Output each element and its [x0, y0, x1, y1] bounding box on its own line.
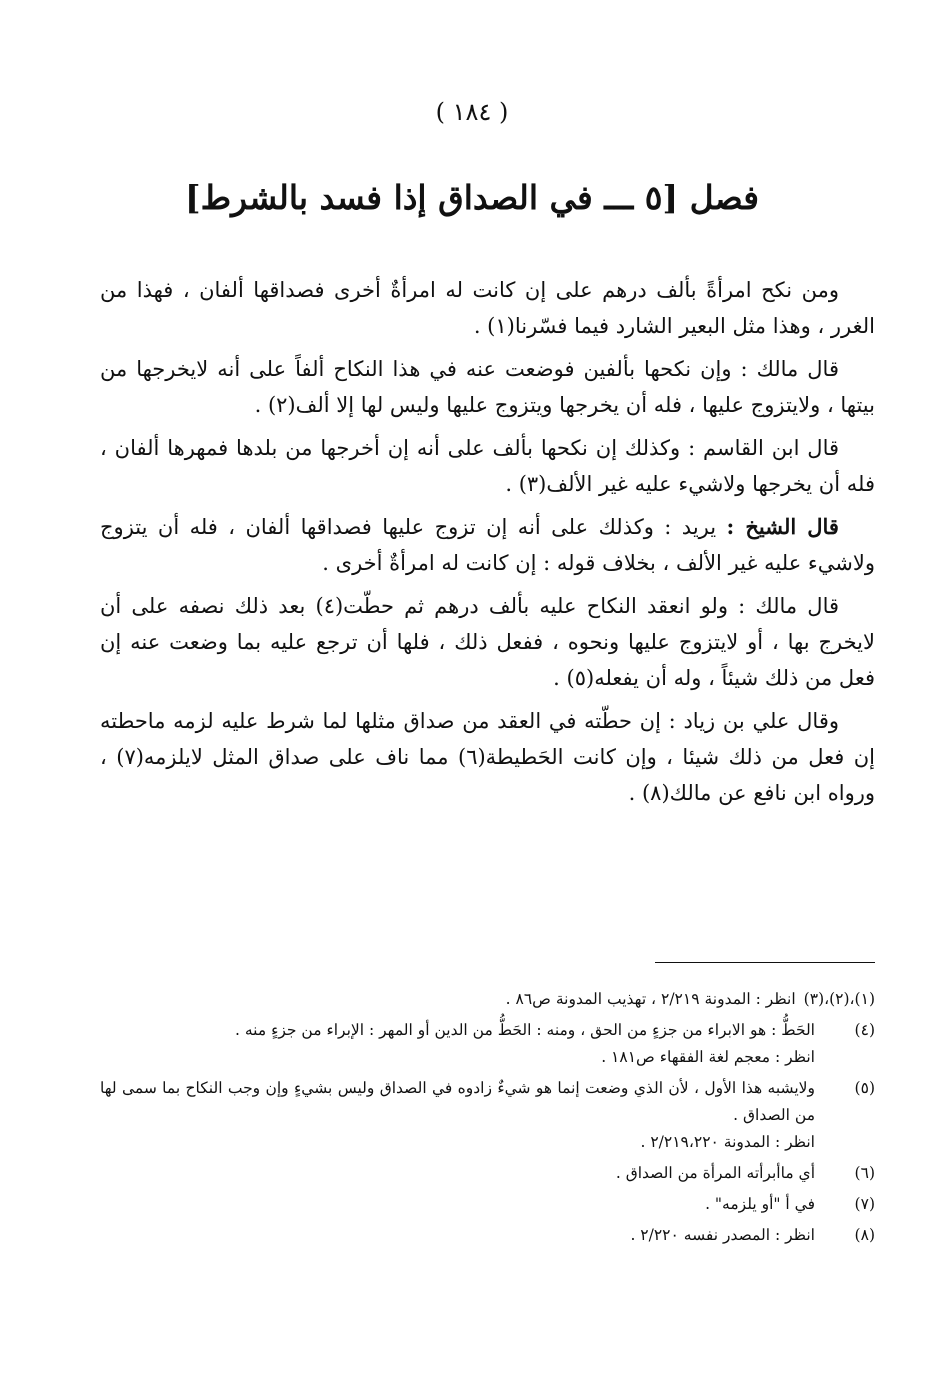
footnote: [100, 1222, 875, 1249]
paragraph: [100, 588, 875, 696]
footnote-body: [100, 986, 796, 1013]
footnote-line: انظر : المدونة ٢/٢١٩،٢٢٠ .: [640, 1133, 815, 1151]
footnote-line: انظر : معجم لغة الفقهاء ص١٨١ .: [601, 1048, 815, 1066]
footnote: [100, 1160, 875, 1187]
page-number: ( ١٨٤ ): [435, 98, 509, 126]
footnote: [100, 1017, 875, 1071]
paragraph-text: يريد : وكذلك على أنه إن تزوج عليها فصداقها ألفان ، فله أن يتزوج ولاشيء عليه غير الألف ، بخلاف قوله : إن كانت له امرأةٌ أخرى .: [100, 515, 875, 575]
footnote-line: في أ "أو يلزمه" .: [705, 1195, 815, 1213]
footnote-separator: [655, 962, 875, 963]
footnote-line: انظر : المدونة ٢/٢١٩ ، تهذيب المدونة ص٨٦ .: [505, 990, 796, 1008]
footnote-number: (١)،(٢)،(٣): [803, 990, 875, 1008]
paragraph-text: قال مالك : وإن نكحها بألفين فوضعت عنه في هذا النكاح ألفاً على أنه لايخرجها من بيتها ، ولايتزوج عليها ، فله أن يخرجها ويتزوج عليها وليس لها إلا ألف(٢) .: [100, 357, 875, 417]
paragraph: [100, 272, 875, 344]
footnote-number: (٨): [854, 1226, 875, 1244]
footnote-body: [100, 1160, 815, 1187]
footnote-line: ولايشبه هذا الأول ، لأن الذي وضعت إنما هو شيءٌ زادوه في الصداق وليس بشيءٍ وإن وجب النكاح بما سمى لها من الصداق .: [100, 1079, 815, 1124]
footnote: [100, 986, 875, 1013]
paragraph: [100, 509, 875, 581]
paragraph: [100, 430, 875, 502]
paragraph-text: وقال علي بن زياد : إن حطّته في العقد من صداق مثلها لما شرط عليه لزمه ماحطته إن فعل من ذلك شيئا ، وإن كانت الحَطيطة(٦) مما ناف على صداق المثل لايلزمه(٧) ، ورواه ابن نافع عن مالك(٨) .: [100, 709, 876, 805]
paragraph: [100, 703, 875, 811]
paragraph-text: قال ابن القاسم : وكذلك إن نكحها بألف على أنه إن أخرجها من بلدها فمهرها ألفان ، فله أن يخرجها ولاشيء عليه غير الألف(٣) .: [100, 436, 875, 496]
footnote-body: [100, 1075, 815, 1156]
footnote: [100, 1191, 875, 1218]
main-text: [100, 272, 875, 818]
footnote-line: الحَطُّ : هو الابراء من جزءٍ من الحق ، ومنه : الحَطُّ من الدين أو المهر : الإبراء من جزءٍ منه .: [235, 1021, 815, 1039]
footnote-number: (٥): [854, 1079, 875, 1097]
footnote-number: (٦): [854, 1164, 875, 1182]
paragraph-text: ومن نكح امرأةً بألف درهم على إن كانت له امرأةٌ أخرى فصداقها ألفان ، فهذا من الغرر ، وهذا مثل البعير الشارد فيما فسّرنا(١) .: [100, 278, 875, 338]
footnote-body: [100, 1191, 815, 1218]
footnote-number: (٧): [854, 1195, 875, 1213]
footnote-line: انظر : المصدر نفسه ٢/٢٢٠ .: [630, 1226, 815, 1244]
paragraph-text: قال مالك : ولو انعقد النكاح عليه بألف درهم ثم حطّت(٤) بعد ذلك نصفه على أن لايخرج بها ، أو لايتزوج عليها ونحوه ، ففعل ذلك ، فلها أن ترجع عليه بما وضعت عنه إن فعل من ذلك شيئاً ، وله أن يفعله(٥) .: [100, 594, 875, 690]
paragraph-speaker: قال الشيخ :: [726, 514, 839, 539]
footnote-number: (٤): [854, 1021, 875, 1039]
footnote-body: [100, 1017, 815, 1071]
paragraph: [100, 351, 875, 423]
chapter-title: فصل [٥ ـــ في الصداق إذا فسد بالشرط]: [184, 178, 760, 217]
footnote: [100, 1075, 875, 1156]
footnote-line: أي ماأبرأته المرأة من الصداق .: [615, 1164, 815, 1182]
footnotes: [100, 986, 875, 1253]
footnote-body: [100, 1222, 815, 1249]
